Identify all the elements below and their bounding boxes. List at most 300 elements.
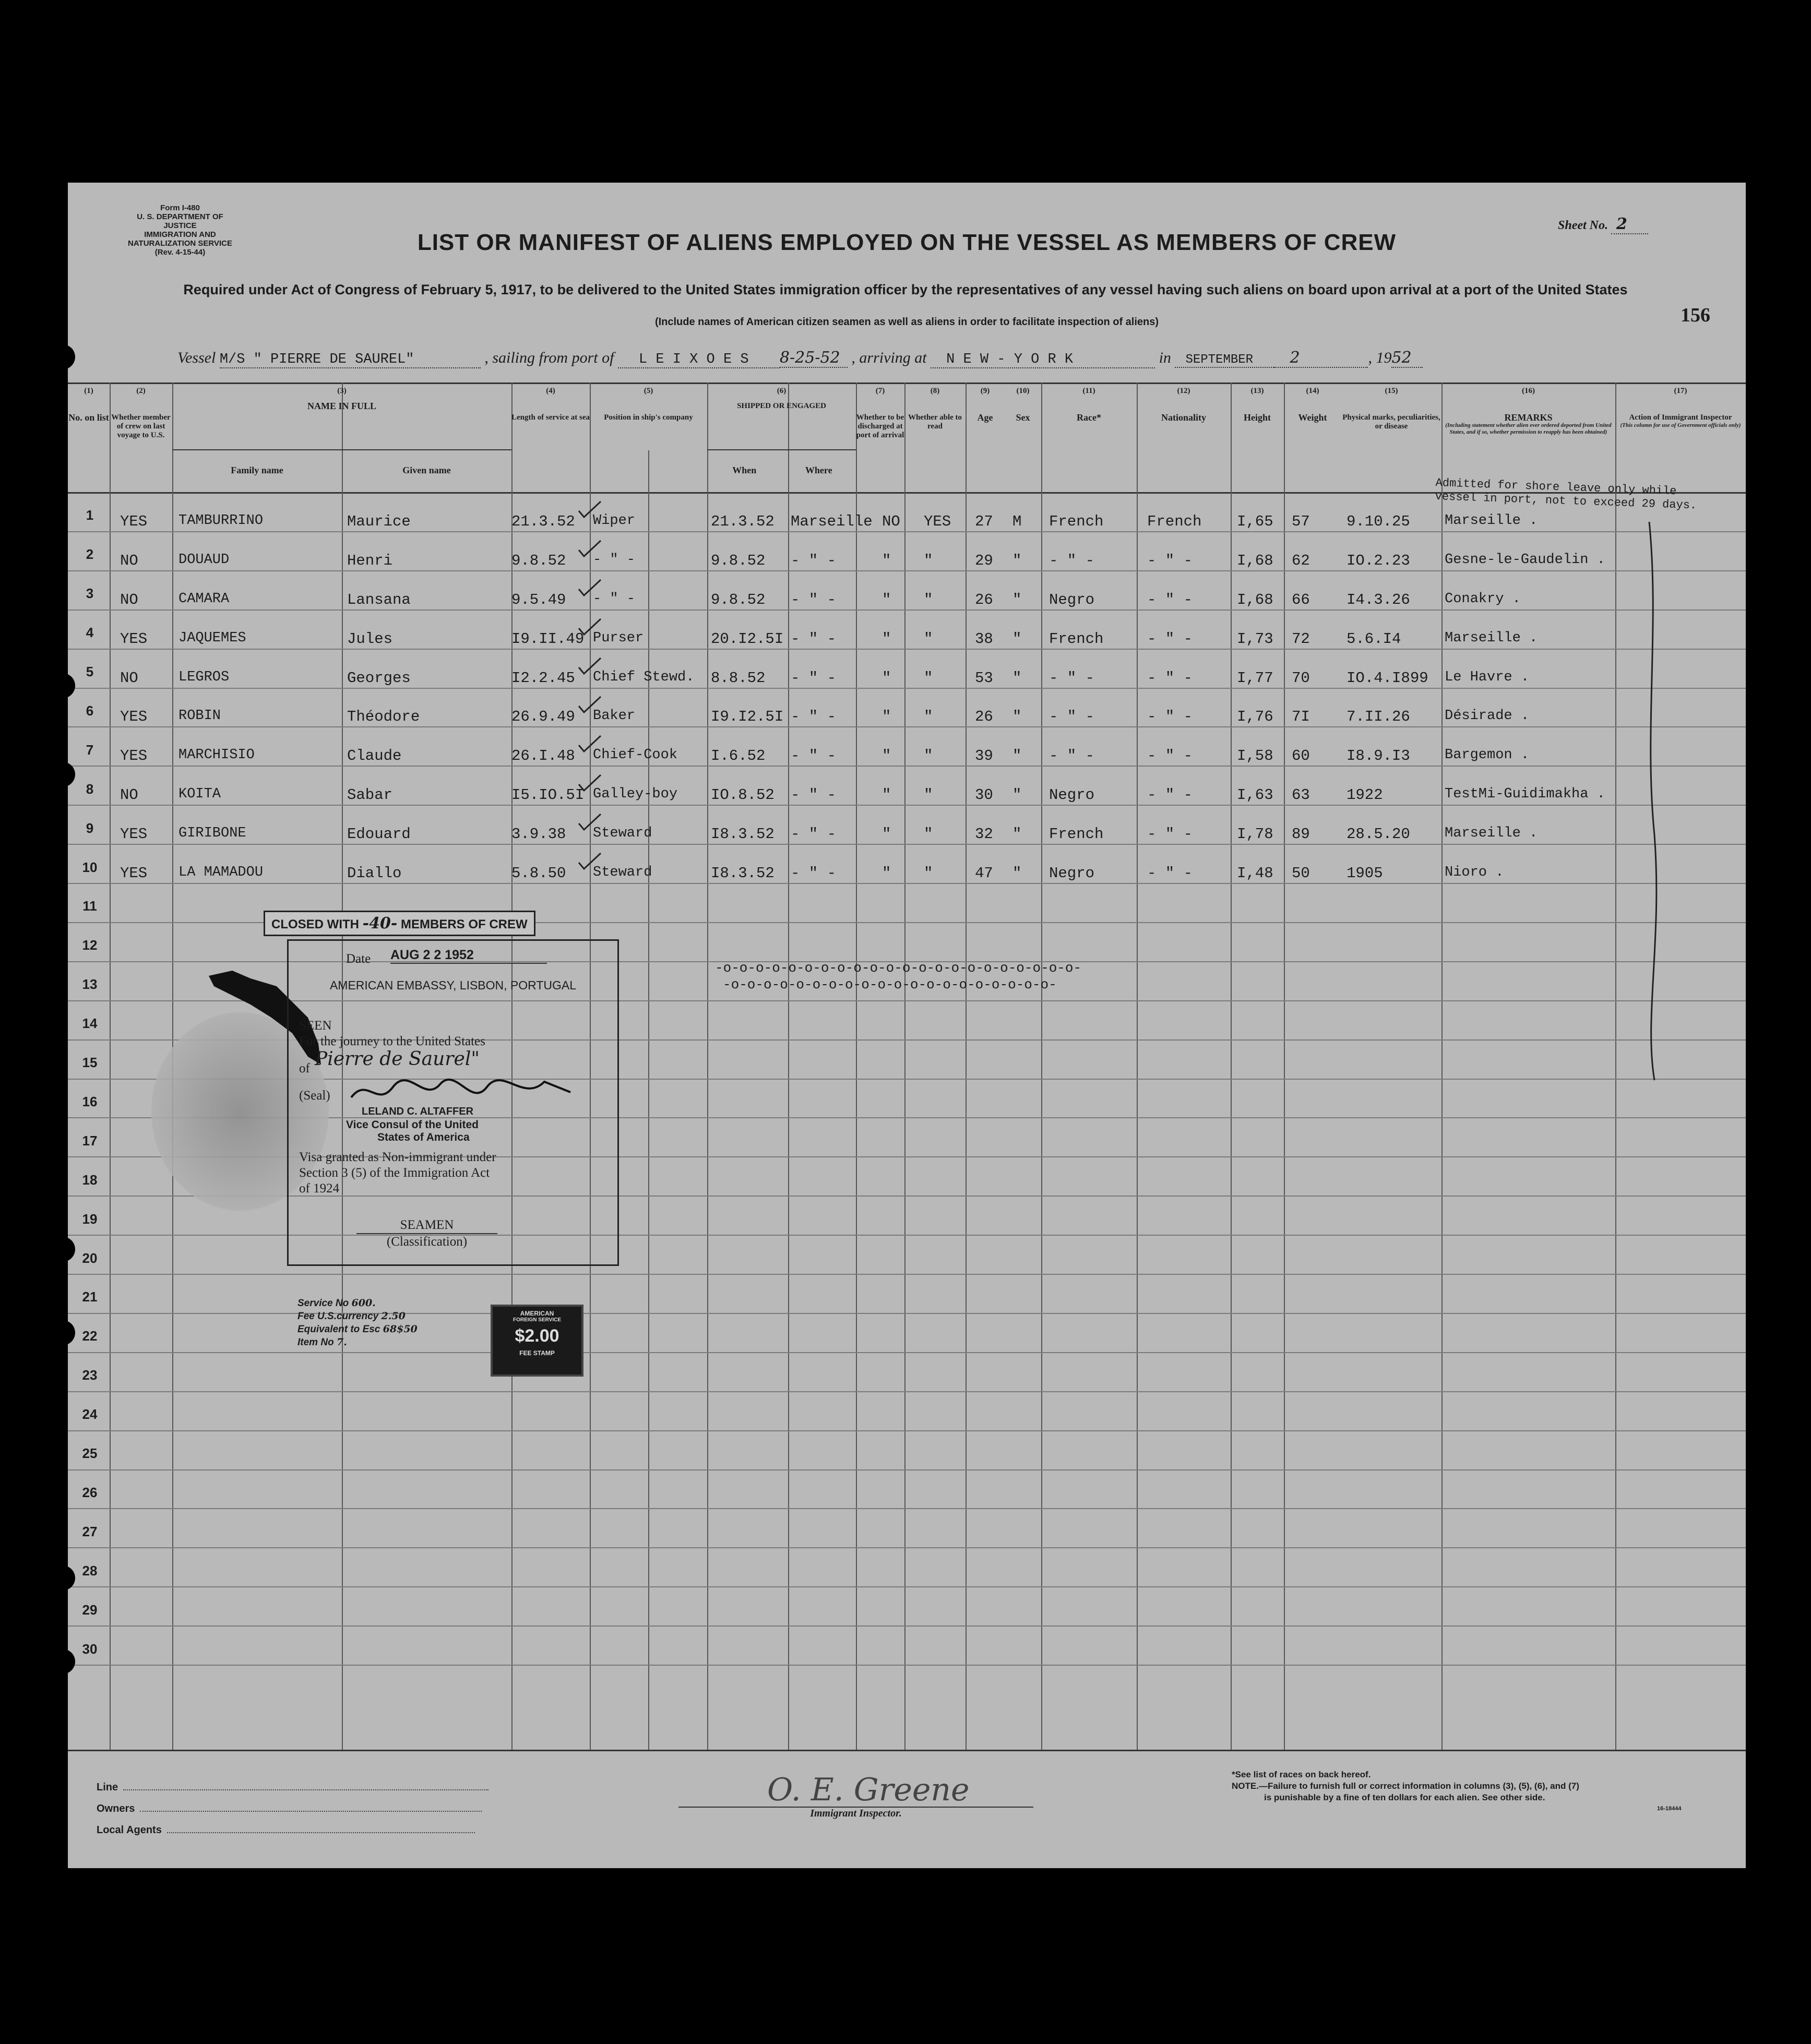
race-cell: Negro <box>1049 865 1095 882</box>
equiv-value: 68$50 <box>383 1323 418 1335</box>
discharged-cell: NO <box>882 512 900 530</box>
fee-block <box>297 1297 418 1349</box>
column-header <box>511 387 590 422</box>
item-value: 7. <box>336 1336 347 1348</box>
fee-stamp-bottom: FEE STAMP <box>519 1349 555 1357</box>
closed-prefix: CLOSED WITH <box>271 917 359 931</box>
physical-marks-cell: 28.5.20 <box>1347 826 1410 843</box>
shipped-where-cell: - " - <box>791 708 837 726</box>
row-number: 2 <box>86 546 94 563</box>
prev-voyage-cell: YES <box>120 708 148 726</box>
sheet-label: Sheet No. <box>1558 219 1608 232</box>
port-date: 8-25-52 <box>780 349 848 368</box>
shipped-when-cell: 8.8.52 <box>711 669 766 687</box>
given-name-cell: Maurice <box>347 512 411 530</box>
fee-stamp-top-2: FOREIGN SERVICE <box>513 1317 562 1323</box>
binder-hole <box>50 1649 75 1674</box>
column-number: (14) <box>1306 387 1319 395</box>
row-number: 27 <box>82 1523 98 1539</box>
nationality-cell: - " - <box>1147 669 1193 687</box>
column-label: SHIPPED OR ENGAGED <box>737 402 826 410</box>
column-number: (13) <box>1250 387 1264 395</box>
row-number: 1 <box>86 507 94 523</box>
column-number: (4) <box>546 387 555 395</box>
column-label: Whether member of crew on last voyage to U.S. <box>111 413 171 439</box>
row-number: 8 <box>86 781 94 797</box>
column-label: NAME IN FULL <box>307 401 376 411</box>
vessel-line <box>177 349 1691 368</box>
column-number: (5) <box>644 387 653 395</box>
column-header <box>1341 387 1441 431</box>
fee-value: 2.50 <box>381 1310 406 1322</box>
remarks-cell: TestMi-Guidimakha . <box>1445 786 1605 803</box>
column-label: Race* <box>1077 412 1101 423</box>
service-length-cell: 26.I.48 <box>511 747 575 765</box>
row-number: 20 <box>82 1250 98 1266</box>
family-name-cell: TAMBURRINO <box>178 512 264 529</box>
row-number: 7 <box>86 742 94 758</box>
fee-stamp-amount: $2.00 <box>515 1326 559 1346</box>
column-header <box>1284 387 1341 422</box>
column-number: (10) <box>1016 387 1030 395</box>
table-row <box>68 620 1746 659</box>
shipped-where-cell: - " - <box>791 591 837 608</box>
height-cell: I,48 <box>1237 865 1273 882</box>
height-cell: I,77 <box>1237 669 1273 687</box>
column-number: (3) <box>337 387 347 395</box>
able-to-read-cell: " <box>924 669 933 687</box>
fee-stamp-top-1: AMERICAN <box>520 1310 554 1317</box>
local-agents-label: Local Agents <box>97 1824 162 1836</box>
shipped-when-cell: IO.8.52 <box>711 786 775 804</box>
column-number: (12) <box>1177 387 1190 395</box>
nationality-cell: - " - <box>1147 747 1193 765</box>
owners-label: Owners <box>97 1803 135 1814</box>
discharged-cell: " <box>882 591 891 608</box>
column-number: (16) <box>1522 387 1535 395</box>
visa-date: AUG 2 2 1952 <box>390 947 547 964</box>
shipped-where-cell: - " - <box>791 630 837 648</box>
race-cell: French <box>1049 512 1104 530</box>
nationality-cell: French <box>1147 512 1202 530</box>
column-label: Nationality <box>1161 412 1206 423</box>
race-cell: French <box>1049 826 1104 843</box>
shipped-when-cell: I.6.52 <box>711 747 766 765</box>
remarks-cell: Nioro . <box>1445 865 1504 880</box>
column-number: (15) <box>1385 387 1398 395</box>
able-to-read-cell: " <box>924 591 933 608</box>
table-row <box>68 854 1746 893</box>
column-header <box>590 387 707 422</box>
able-to-read-cell: " <box>924 786 933 804</box>
table-row <box>68 581 1746 620</box>
shipped-when-cell: 20.I2.5I <box>711 630 784 648</box>
discharged-cell: " <box>882 826 891 843</box>
able-to-read-cell: " <box>924 865 933 882</box>
row-number: 11 <box>82 898 97 914</box>
footer-labels <box>97 1777 489 1841</box>
table-row <box>68 659 1746 698</box>
shipped-where-cell: - " - <box>791 826 837 843</box>
row-divider <box>68 1547 1746 1548</box>
prev-voyage-cell: NO <box>120 591 138 608</box>
row-number: 22 <box>82 1328 98 1344</box>
physical-marks-cell: 7.II.26 <box>1347 708 1410 726</box>
row-number: 21 <box>82 1289 98 1305</box>
able-to-read-cell: " <box>924 826 933 843</box>
service-length-cell: 9.8.52 <box>511 552 566 569</box>
page-number: 156 <box>1681 304 1710 326</box>
physical-marks-cell: IO.4.I899 <box>1347 669 1428 687</box>
column-label: Length of service at sea <box>511 413 590 422</box>
column-label: Sex <box>1016 412 1030 423</box>
remarks-cell: Marseille . <box>1445 512 1538 529</box>
column-label: REMARKS <box>1504 412 1553 423</box>
row-number: 9 <box>86 820 94 836</box>
discharged-cell: " <box>882 865 891 882</box>
service-length-cell: 21.3.52 <box>511 512 575 530</box>
nationality-cell: - " - <box>1147 591 1193 608</box>
in-label: in <box>1159 349 1171 366</box>
closing-line-1: -o-o-o-o-o-o-o-o-o-o-o-o-o-o-o-o-o-o-o-o-o-o- <box>715 960 1082 976</box>
column-label: Height <box>1244 412 1271 423</box>
row-number: 16 <box>82 1093 98 1109</box>
position-cell: Steward <box>593 826 652 842</box>
able-to-read-cell: " <box>924 552 933 569</box>
shipped-where-cell: - " - <box>791 865 837 882</box>
department-name: U. S. DEPARTMENT OF JUSTICE <box>137 212 223 230</box>
age-cell: 26 <box>975 708 993 726</box>
shipped-where-cell: - " - <box>791 786 837 804</box>
discharged-cell: " <box>882 669 891 687</box>
shipped-where-cell: - " - <box>791 552 837 569</box>
position-cell: Chief Stewd. <box>593 669 695 685</box>
item-label: Item No <box>297 1337 334 1348</box>
sailing-label: , sailing from port of <box>484 349 614 366</box>
column-header <box>68 387 110 422</box>
given-name-cell: Henri <box>347 552 393 569</box>
checkmark-icon <box>577 539 603 559</box>
discharged-cell: " <box>882 630 891 648</box>
closing-line-2: -o-o-o-o-o-o-o-o-o-o-o-o-o-o-o-o-o-o-o-o- <box>723 977 1057 993</box>
weight-cell: 89 <box>1292 826 1310 843</box>
height-cell: I,78 <box>1237 826 1273 843</box>
equiv-label: Equivalent to Esc <box>297 1324 380 1335</box>
row-divider <box>68 1508 1746 1509</box>
age-cell: 27 <box>975 512 993 530</box>
checkmark-icon <box>577 734 603 755</box>
inspector-signature: O. E. Greene <box>767 1772 970 1808</box>
weight-cell: 62 <box>1292 552 1310 569</box>
race-cell: - " - <box>1049 552 1095 569</box>
family-name-cell: KOITA <box>178 786 221 803</box>
sex-cell: " <box>1012 747 1022 765</box>
arrival-year: 52 <box>1391 349 1423 368</box>
row-number: 28 <box>82 1562 98 1579</box>
column-header <box>110 387 172 440</box>
prev-voyage-cell: NO <box>120 786 138 804</box>
signer-name: LELAND C. ALTAFFER <box>362 1106 474 1117</box>
nationality-cell: - " - <box>1147 826 1193 843</box>
table-row <box>68 503 1746 542</box>
physical-marks-cell: 9.10.25 <box>1347 512 1410 530</box>
checkmark-icon <box>577 499 603 520</box>
binder-hole <box>50 344 75 369</box>
race-cell: - " - <box>1049 669 1095 687</box>
table-row <box>68 542 1746 581</box>
sex-cell: " <box>1012 669 1022 687</box>
remarks-cell: Gesne-le-Gaudelin . <box>1445 552 1605 568</box>
column-label: Action of Immigrant Inspector <box>1629 413 1732 422</box>
row-number: 24 <box>82 1406 98 1423</box>
row-divider <box>68 1274 1746 1275</box>
races-note: *See list of races on back hereof. <box>1232 1770 1371 1779</box>
given-name-cell: Edouard <box>347 826 411 843</box>
prev-voyage-cell: YES <box>120 630 148 648</box>
table-row <box>68 776 1746 815</box>
physical-marks-cell: 5.6.I4 <box>1347 630 1401 648</box>
race-cell: Negro <box>1049 591 1095 608</box>
column-label: Age <box>977 412 993 423</box>
position-cell: Baker <box>593 708 636 724</box>
binder-hole <box>50 762 75 787</box>
sub-header-rule <box>172 449 511 450</box>
row-divider <box>68 1391 1746 1392</box>
row-number: 15 <box>82 1055 98 1071</box>
column-header <box>856 387 904 440</box>
prev-voyage-cell: YES <box>120 747 148 765</box>
row-number: 19 <box>82 1211 98 1227</box>
sex-cell: " <box>1012 630 1022 648</box>
visa-text-1: Visa granted as Non-immigrant under <box>299 1150 496 1164</box>
signer-title-1: Vice Consul of the United <box>346 1119 479 1131</box>
binder-hole <box>50 1237 75 1262</box>
page-subtitle: Required under Act of Congress of February 5, 1917, to be delivered to the United States immigration officer by the representatives of any vessel having such aliens on board upon arrival at a port of the United States <box>183 282 1628 297</box>
visa-text-3: of 1924 <box>299 1181 340 1196</box>
arrival-day: 2 <box>1274 349 1368 368</box>
race-cell: French <box>1049 630 1104 648</box>
position-cell: Galley-boy <box>593 786 678 803</box>
race-cell: - " - <box>1049 747 1095 765</box>
closed-count: -40- <box>362 914 398 933</box>
column-number: (9) <box>980 387 990 395</box>
arriving-label: , arriving at <box>851 349 927 366</box>
given-name-cell: Théodore <box>347 708 420 726</box>
remarks-bracket <box>1639 522 1670 1085</box>
row-number: 13 <box>82 976 98 993</box>
checkmark-icon <box>577 695 603 715</box>
note-line-1: NOTE.—Failure to furnish full or correct information in columns (3), (5), (6), and (7) <box>1232 1781 1579 1791</box>
column-label: Physical marks, peculiarities, or disease <box>1342 413 1440 431</box>
given-name-cell: Jules <box>347 630 393 648</box>
nationality-cell: - " - <box>1147 552 1193 569</box>
family-name-cell: ROBIN <box>178 708 221 724</box>
able-to-read-cell: YES <box>924 512 951 530</box>
column-note: (This column for use of Government officials only) <box>1620 422 1741 428</box>
remarks-cell: Désirade . <box>1445 708 1530 724</box>
page-title: LIST OR MANIFEST OF ALIENS EMPLOYED ON THE VESSEL AS MEMBERS OF CREW <box>417 230 1397 255</box>
row-number: 3 <box>86 585 94 602</box>
table-row <box>68 737 1746 776</box>
weight-cell: 63 <box>1292 786 1310 804</box>
position-cell: - " - <box>593 552 636 568</box>
column-header <box>1137 387 1231 422</box>
column-label: Whether to be discharged at port of arrival <box>856 413 904 439</box>
weight-cell: 60 <box>1292 747 1310 765</box>
weight-cell: 70 <box>1292 669 1310 687</box>
service-length-cell: 26.9.49 <box>511 708 575 726</box>
row-number: 10 <box>82 859 98 875</box>
sub-column-label: Given name <box>402 465 451 475</box>
physical-marks-cell: 1905 <box>1347 865 1383 882</box>
given-name-cell: Claude <box>347 747 402 765</box>
family-name-cell: DOUAUD <box>178 552 230 568</box>
weight-cell: 50 <box>1292 865 1310 882</box>
prev-voyage-cell: YES <box>120 865 148 882</box>
height-cell: I,58 <box>1237 747 1273 765</box>
sex-cell: " <box>1012 865 1022 882</box>
family-name-cell: GIRIBONE <box>178 826 246 842</box>
arrival-month: SEPTEMBER <box>1175 353 1274 368</box>
signer-title-2: States of America <box>377 1131 470 1143</box>
fee-stamp <box>491 1305 583 1377</box>
row-number: 30 <box>82 1641 98 1657</box>
race-cell: - " - <box>1049 708 1095 726</box>
row-divider <box>68 1665 1746 1666</box>
shore-leave-note: Admitted for shore leave only while vessel in port, not to exceed 29 days. <box>1435 476 1697 512</box>
column-header <box>966 387 1005 422</box>
table-row <box>68 815 1746 854</box>
row-number: 14 <box>82 1015 98 1032</box>
remarks-cell: Le Havre . <box>1445 669 1530 685</box>
shipped-where-cell: - " - <box>791 669 837 687</box>
visa-stamp <box>287 939 619 1266</box>
year-prefix: , 19 <box>1368 349 1392 366</box>
height-cell: I,68 <box>1237 552 1273 569</box>
able-to-read-cell: " <box>924 747 933 765</box>
column-label: Weight <box>1298 412 1327 423</box>
checkmark-icon <box>577 617 603 638</box>
height-cell: I,63 <box>1237 786 1273 804</box>
family-name-cell: LEGROS <box>178 669 230 685</box>
remarks-cell: Bargemon . <box>1445 747 1530 763</box>
nationality-cell: - " - <box>1147 630 1193 648</box>
column-label: Whether able to read <box>908 413 962 431</box>
sex-cell: " <box>1012 552 1022 569</box>
family-name-cell: JAQUEMES <box>178 630 246 646</box>
physical-marks-cell: I4.3.26 <box>1347 591 1410 608</box>
shipped-when-cell: I8.3.52 <box>711 865 775 882</box>
nationality-cell: - " - <box>1147 786 1193 804</box>
column-header <box>1005 387 1041 422</box>
row-number: 6 <box>86 702 94 719</box>
row-number: 23 <box>82 1367 98 1383</box>
shipped-when-cell: 9.8.52 <box>711 552 766 569</box>
physical-marks-cell: 1922 <box>1347 786 1383 804</box>
service-value: 600. <box>351 1297 376 1309</box>
column-header <box>1041 387 1137 422</box>
row-divider <box>68 1586 1746 1587</box>
shipped-where-cell: Marseille <box>791 512 873 530</box>
line-label: Line <box>97 1782 118 1793</box>
column-number: (7) <box>875 387 885 395</box>
service-name: IMMIGRATION AND NATURALIZATION SERVICE <box>127 230 232 248</box>
classification-value: SEAMEN <box>356 1217 497 1234</box>
column-header <box>1441 387 1615 436</box>
service-length-cell: 3.9.38 <box>511 826 566 843</box>
closed-stamp <box>264 911 535 936</box>
service-length-cell: 5.8.50 <box>511 865 566 882</box>
column-number: (17) <box>1674 387 1687 395</box>
sub-header-rule <box>707 449 856 450</box>
of-label: of <box>299 1061 310 1075</box>
discharged-cell: " <box>882 747 891 765</box>
given-name-cell: Georges <box>347 669 411 687</box>
sex-cell: " <box>1012 591 1022 608</box>
sub-column-label: Where <box>805 465 832 475</box>
column-header <box>1231 387 1284 422</box>
service-length-cell: I2.2.45 <box>511 669 575 687</box>
prev-voyage-cell: NO <box>120 552 138 569</box>
service-label: Service No <box>297 1298 349 1309</box>
column-header <box>1615 387 1746 429</box>
row-number: 12 <box>82 937 98 953</box>
able-to-read-cell: " <box>924 708 933 726</box>
footer-notes <box>1232 1769 1579 1803</box>
able-to-read-cell: " <box>924 630 933 648</box>
sheet-value: 2 <box>1611 215 1648 234</box>
embassy-name: AMERICAN EMBASSY, LISBON, PORTUGAL <box>329 978 577 992</box>
weight-cell: 72 <box>1292 630 1310 648</box>
manifest-sheet <box>68 183 1746 1868</box>
inspector-label: Immigrant Inspector. <box>678 1807 1033 1820</box>
column-number: (1) <box>84 387 93 395</box>
service-length-cell: I9.II.49 <box>511 630 585 648</box>
physical-marks-cell: IO.2.23 <box>1347 552 1410 569</box>
shipped-where-cell: - " - <box>791 747 837 765</box>
given-name-cell: Sabar <box>347 786 393 804</box>
ship-name-handwritten: Pierre de Saurel" <box>315 1048 480 1070</box>
subtitle-note: (Include names of American citizen seamen as well as aliens in order to facilitate inspection of aliens) <box>654 316 1159 328</box>
service-length-cell: I5.IO.5I <box>511 786 585 804</box>
age-cell: 32 <box>975 826 993 843</box>
family-name-cell: CAMARA <box>178 591 230 607</box>
note-line-2: is punishable by a fine of ten dollars for each alien. See other side. <box>1264 1792 1545 1802</box>
height-cell: I,68 <box>1237 591 1273 608</box>
shipped-when-cell: 9.8.52 <box>711 591 766 608</box>
form-revision: (Rev. 4-15-44) <box>154 248 206 257</box>
weight-cell: 57 <box>1292 512 1310 530</box>
nationality-cell: - " - <box>1147 865 1193 882</box>
given-name-cell: Lansana <box>347 591 411 608</box>
position-cell: Purser <box>593 630 644 646</box>
form-number: Form I-480 <box>160 204 200 212</box>
family-name-cell: MARCHISIO <box>178 747 255 763</box>
age-cell: 39 <box>975 747 993 765</box>
family-name-cell: LA MAMADOU <box>178 865 264 880</box>
column-number: (11) <box>1082 387 1095 395</box>
discharged-cell: " <box>882 708 891 726</box>
discharged-cell: " <box>882 786 891 804</box>
vessel-label: Vessel <box>177 349 216 366</box>
age-cell: 53 <box>975 669 993 687</box>
sex-cell: " <box>1012 708 1022 726</box>
nationality-cell: - " - <box>1147 708 1193 726</box>
journey-text: For the journey to the United States <box>299 1034 485 1048</box>
row-number: 29 <box>82 1601 98 1618</box>
age-cell: 38 <box>975 630 993 648</box>
shipped-when-cell: I8.3.52 <box>711 826 775 843</box>
